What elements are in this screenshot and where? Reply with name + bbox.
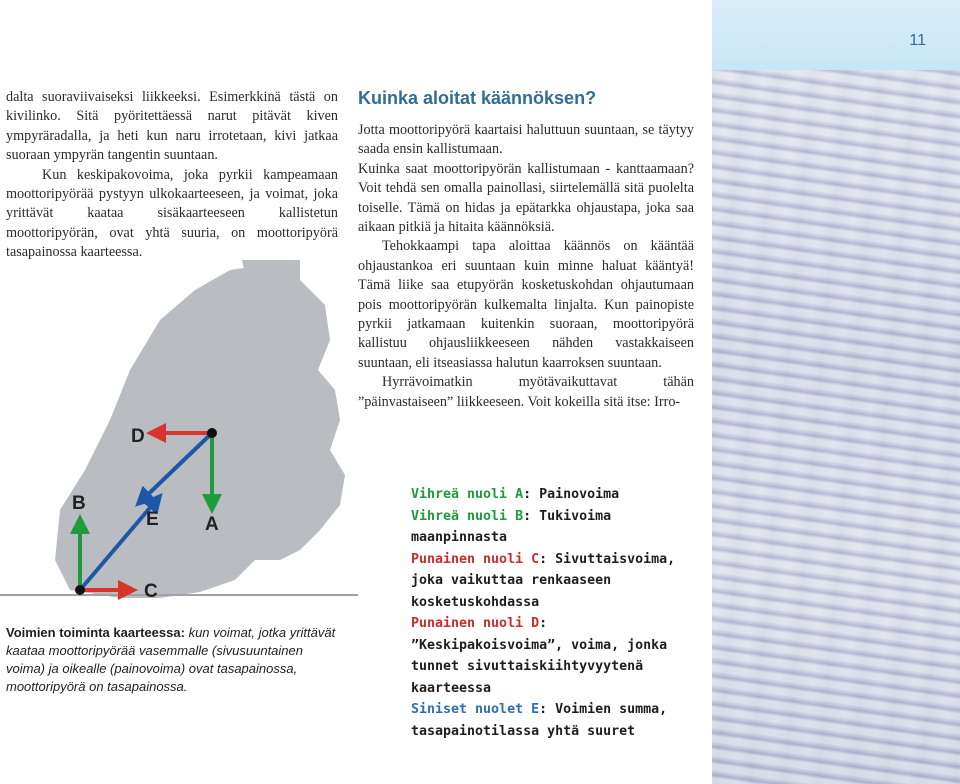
legend-item-d: Punainen nuoli D: ”Keskipakoisvoima”, voima, jonka tunnet sivuttaiskiihtyvyytenä kaarteessa	[411, 616, 668, 696]
section-heading: Kuinka aloitat käännöksen?	[358, 88, 597, 108]
legend-item-e: Siniset nuolet E: Voimien summa, tasapainotilassa yhtä suuret	[411, 702, 668, 739]
label-a: A	[205, 514, 219, 535]
page-number-box	[712, 0, 960, 70]
page-number: 11	[909, 32, 926, 49]
legend-item-a: Vihreä nuoli A: Painovoima	[411, 487, 620, 502]
side-photo-strip	[712, 70, 960, 784]
legend-key-e: Siniset nuolet E	[411, 702, 540, 717]
contact-point-dot	[75, 585, 85, 595]
label-c: C	[144, 581, 158, 602]
legend-key-c: Punainen nuoli C	[411, 551, 540, 567]
left-paragraph-2: Kun keskipakovoima, joka pyrkii kampeamaan moottoripyörää pystyyn ulkokaarteeseen, ja voimat, joka yrittävät kaataa sisäkaarteeseen kallistetun moottoripyörän, ovat yhtä suuria, on moottoripyörä tasapainossa kaarteessa.	[6, 166, 338, 261]
left-paragraph-1: dalta suoraviivaiseksi liikkeeksi. Esimerkkinä tästä on kivilinko. Sitä pyöritettäessä narut pitävät kiven ympyräradalla, ja heti kun naru irrotetaan, kivi jatkaa suoraan ympyrän tangentin suuntaan.	[6, 89, 338, 164]
left-column	[6, 88, 338, 263]
label-e: E	[146, 509, 159, 530]
legend-desc-d: ”Keskipakoisvoima”, voima, jonka tunnet sivuttaiskiihtyvyytenä kaarteessa	[411, 637, 668, 696]
legend-desc-b: Tukivoima maanpinnasta	[411, 508, 612, 545]
arrow-legend	[411, 484, 701, 742]
right-paragraph-1: Jotta moottoripyörä kaartaisi haluttuun suuntaan, se täytyy saada ensin kallistumaan.	[358, 122, 694, 158]
legend-desc-a: Painovoima	[539, 487, 620, 502]
legend-key-a: Vihreä nuoli A	[411, 487, 524, 502]
caption-title: Voimien toiminta kaarteessa:	[6, 625, 185, 640]
label-b: B	[72, 493, 86, 514]
force-diagram	[0, 260, 360, 620]
legend-item-c: Punainen nuoli C: Sivuttaisvoima, joka vaikuttaa renkaaseen kosketuskohdassa	[411, 551, 676, 610]
label-d: D	[131, 426, 145, 447]
right-paragraph-2: Kuinka saat moottoripyörän kallistumaan - kanttaamaan? Voit tehdä sen omalla painollasi, siirtelemällä sitä puolelta toiselle. Tämä on hidas ja epätarkka ohjaustapa, joka saa aikaan pitkiä ja hitaita käännöksiä.	[358, 160, 694, 236]
legend-desc-c: Sivuttaisvoima, joka vaikuttaa renkaaseen kosketuskohdassa	[411, 551, 676, 610]
legend-item-b: Vihreä nuoli B: Tukivoima maanpinnasta	[411, 508, 612, 545]
legend-key-d: Punainen nuoli D	[411, 616, 540, 631]
right-paragraph-4: Hyrrävoimatkin myötävaikuttavat tähän ”päinvastaiseen” liikkeeseen. Voit kokeilla sitä itse: Irro-	[358, 374, 694, 410]
right-paragraph-3: Tehokkaampi tapa aloittaa käännös on kääntää ohjaustankoa eri suuntaan kuin minne haluat kääntyä! Tämä liike saa etupyörän kosketuskohdan ohjautumaan pois moottoripyörän kulkemalta linjalta. Kun painopiste pyrkii jatkamaan kuitenkin suoraan, moottoripyörä kallistuu ohjausliikkeeseen nähden vastakkaiseen suuntaan, eli itseasiassa halutun kaarroksen suuntaan.	[358, 238, 694, 371]
center-of-mass-dot	[207, 428, 217, 438]
legend-key-b: Vihreä nuoli B	[411, 508, 524, 524]
legend-desc-e: Voimien summa, tasapainotilassa yhtä suuret	[411, 702, 668, 739]
caption-text: kun voimat, jotka yrittävät kaataa moottoripyörää vasemmalle (sivusuuntainen voima) ja oikealle (painovoima) ovat tasapainossa, moottoripyörä on tasapainossa.	[6, 625, 336, 694]
diagram-caption	[6, 624, 342, 696]
right-column	[358, 88, 694, 412]
